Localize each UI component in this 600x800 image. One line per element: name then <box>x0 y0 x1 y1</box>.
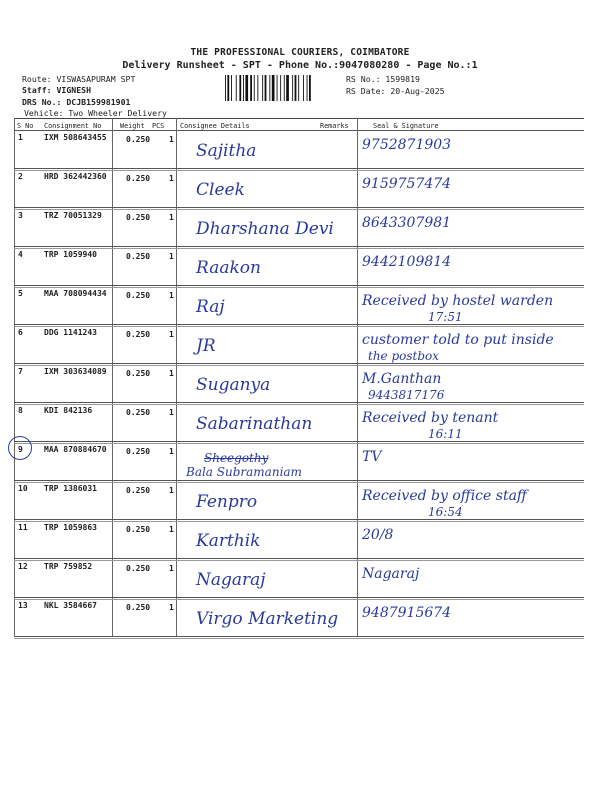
row-pcs: 1 <box>169 330 174 339</box>
row-divider <box>14 363 584 364</box>
row-pcs: 1 <box>169 213 174 222</box>
row-weight: 0.250 <box>126 252 151 261</box>
row-consignment-no: MAA 708094434 <box>44 289 107 298</box>
row-divider <box>14 599 584 600</box>
row-divider <box>14 248 584 249</box>
row-consignee: Virgo Marketing <box>196 609 339 629</box>
row-consignee: Suganya <box>196 375 271 395</box>
company-title: THE PROFESSIONAL COURIERS, COIMBATORE <box>190 47 410 58</box>
row-signature-note: 16:11 <box>428 427 463 441</box>
row-divider <box>14 209 584 210</box>
row-signature: 9442109814 <box>362 254 452 270</box>
row-weight: 0.250 <box>126 603 151 612</box>
row-weight: 0.250 <box>126 447 151 456</box>
row-sno: 6 <box>18 328 23 337</box>
row-consignment-no: IXM 303634089 <box>44 367 107 376</box>
row-weight: 0.250 <box>126 174 151 183</box>
row-signature: TV <box>362 449 382 465</box>
row-consignee: Bala Subramaniam <box>186 465 302 479</box>
row-sno: 11 <box>18 523 28 532</box>
row-sno: 13 <box>18 601 28 610</box>
row-divider <box>14 404 584 405</box>
row-signature: M.Ganthan <box>362 371 442 387</box>
row-pcs: 1 <box>169 174 174 183</box>
row-divider <box>14 558 584 559</box>
row-consignee: Sabarinathan <box>196 414 313 434</box>
row-sno: 2 <box>18 172 23 181</box>
row-divider <box>14 207 584 208</box>
row-consignment-no: HRD 362442360 <box>44 172 107 181</box>
row-pcs: 1 <box>169 603 174 612</box>
row-consignee-struck: Sheegothy <box>204 451 269 465</box>
row-consignee: Raj <box>196 297 225 317</box>
row-consignment-no: TRZ 70051329 <box>44 211 102 220</box>
rs-number: RS No.: 1599819 <box>346 74 420 84</box>
row-divider <box>14 482 584 483</box>
barcode <box>225 75 342 101</box>
row-signature-note: 9443817176 <box>368 388 445 402</box>
row-sno: 10 <box>18 484 28 493</box>
row-divider <box>14 521 584 522</box>
row-pcs: 1 <box>169 135 174 144</box>
row-consignee: Fenpro <box>196 492 258 512</box>
row-pcs: 1 <box>169 369 174 378</box>
col-header-pcs: PCS <box>152 122 165 130</box>
row-weight: 0.250 <box>126 564 151 573</box>
row-consignee: Nagaraj <box>196 570 266 590</box>
col-header-remarks: Remarks <box>320 122 349 130</box>
row-divider <box>14 287 584 288</box>
row-divider <box>14 285 584 286</box>
row-signature: Received by tenant <box>362 410 499 426</box>
handwritten-circle-mark <box>8 436 32 460</box>
row-divider <box>14 638 584 639</box>
row-consignment-no: TRP 1386031 <box>44 484 97 493</box>
row-consignment-no: TRP 759852 <box>44 562 93 571</box>
row-divider <box>14 597 584 598</box>
row-consignment-no: TRP 1059940 <box>44 250 97 259</box>
row-divider <box>14 560 584 561</box>
row-weight: 0.250 <box>126 213 151 222</box>
vehicle-label: Vehicle: Two Wheeler Delivery <box>24 108 167 118</box>
row-divider <box>14 324 584 325</box>
row-consignee: Dharshana Devi <box>196 219 334 239</box>
row-sno: 7 <box>18 367 23 376</box>
staff-label: Staff: VIGNESH <box>22 85 92 95</box>
rs-date: RS Date: 20-Aug-2025 <box>346 86 445 96</box>
row-divider <box>14 170 584 171</box>
col-header-sno: S No <box>17 122 34 130</box>
row-pcs: 1 <box>169 447 174 456</box>
row-consignment-no: IXM 508643455 <box>44 133 107 142</box>
drs-number: DRS No.: DCJB159981901 <box>22 97 131 107</box>
row-signature: Received by hostel warden <box>362 293 554 309</box>
row-signature-note: the postbox <box>368 349 440 363</box>
row-pcs: 1 <box>169 564 174 573</box>
row-divider <box>14 365 584 366</box>
row-weight: 0.250 <box>126 291 151 300</box>
row-divider <box>14 441 584 442</box>
row-sno: 8 <box>18 406 23 415</box>
row-consignment-no: DDG 1141243 <box>44 328 97 337</box>
row-divider <box>14 168 584 169</box>
row-signature: 20/8 <box>362 527 394 543</box>
runsheet-subtitle: Delivery Runsheet - SPT - Phone No.:9047080280 - Page No.:1 <box>122 60 478 71</box>
row-signature: 9487915674 <box>362 605 452 621</box>
col-header-consignee: Consignee Details <box>180 122 250 130</box>
row-signature-note: 16:54 <box>428 505 463 519</box>
row-consignee: JR <box>196 336 216 356</box>
row-weight: 0.250 <box>126 408 151 417</box>
row-pcs: 1 <box>169 408 174 417</box>
row-consignee: Raakon <box>196 258 261 278</box>
row-sno: 4 <box>18 250 23 259</box>
row-divider <box>14 443 584 444</box>
row-divider <box>14 246 584 247</box>
row-signature: 9159757474 <box>362 176 452 192</box>
row-signature-note: 17:51 <box>428 310 463 324</box>
col-header-consignment: Consignment No <box>44 122 102 130</box>
row-signature: Nagaraj <box>362 566 420 582</box>
row-consignment-no: TRP 1059863 <box>44 523 97 532</box>
row-signature: Received by office staff <box>362 488 527 504</box>
table-header-border <box>14 130 584 131</box>
row-consignee: Cleek <box>196 180 245 200</box>
row-signature: 9752871903 <box>362 137 452 153</box>
row-signature: customer told to put inside <box>362 332 554 348</box>
row-divider <box>14 480 584 481</box>
row-consignment-no: KDI 842136 <box>44 406 93 415</box>
row-sno: 5 <box>18 289 23 298</box>
row-sno: 12 <box>18 562 28 571</box>
row-divider <box>14 636 584 637</box>
row-pcs: 1 <box>169 486 174 495</box>
col-header-signature: Seal & Signature <box>373 122 439 130</box>
row-weight: 0.250 <box>126 369 151 378</box>
row-consignee: Sajitha <box>196 141 257 161</box>
row-weight: 0.250 <box>126 486 151 495</box>
row-consignee: Karthik <box>196 531 261 551</box>
row-consignment-no: MAA 870884670 <box>44 445 107 454</box>
row-signature: 8643307981 <box>362 215 452 231</box>
row-weight: 0.250 <box>126 330 151 339</box>
row-weight: 0.250 <box>126 135 151 144</box>
col-header-weight: Weight <box>120 122 145 130</box>
row-divider <box>14 326 584 327</box>
row-sno: 9 <box>18 445 23 454</box>
table-top-border <box>14 118 584 119</box>
row-pcs: 1 <box>169 252 174 261</box>
row-divider <box>14 519 584 520</box>
row-consignment-no: NKL 3584667 <box>44 601 97 610</box>
row-sno: 3 <box>18 211 23 220</box>
row-weight: 0.250 <box>126 525 151 534</box>
row-divider <box>14 402 584 403</box>
row-pcs: 1 <box>169 525 174 534</box>
route-label: Route: VISWASAPURAM SPT <box>22 74 136 84</box>
row-pcs: 1 <box>169 291 174 300</box>
row-sno: 1 <box>18 133 23 142</box>
